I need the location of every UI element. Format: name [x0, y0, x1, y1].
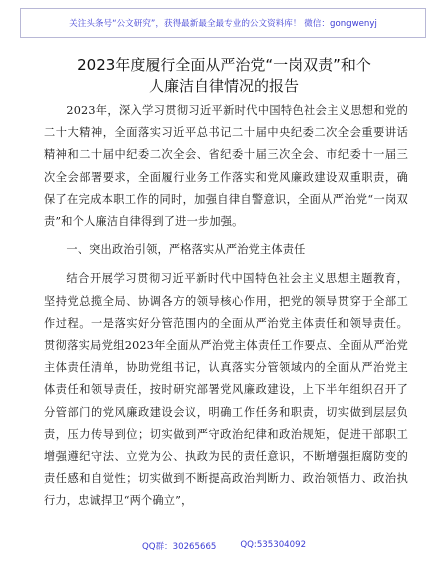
footer-contact — [0, 540, 448, 552]
section-heading: 一、突出政治引领，严格落实从严治党主体责任 — [66, 243, 306, 257]
promo-banner — [20, 8, 426, 38]
qq-group-text: QQ群：30265665 — [141, 542, 217, 552]
promo-banner-text: 关注头条号“公文研究”，获得最新最全最专业的公文资料库！ 微信：gongwenyj — [69, 19, 377, 29]
intro-paragraph: 2023年，深入学习贯彻习近平新时代中国特色社会主义思想和党的二十大精神，全面落实习近平总书记二十届中央纪委二次全会重要讲话精神和二十届中纪委二次全会、省纪委十届三次全会、市纪委十一届三次全会部署要求，全面履行业务工作落实和党风廉政建设双重职责，确保了在完成本职工作的同时，加强自律自警意识，全面从严治党“一岗双责”和个人廉洁自律得到了进一步加强。 — [44, 104, 408, 229]
document-title — [30, 55, 418, 97]
title-line-1: 2023年度履行全面从严治党“一岗双责”和个 — [77, 56, 371, 74]
document-body — [44, 100, 408, 513]
title-line-2: 人廉洁自律情况的报告 — [148, 77, 299, 95]
section-paragraph: 结合开展学习贯彻习近平新时代中国特色社会主义思想主题教育，坚持党总揽全局、协调各方的领导核心作用，把党的领导贯穿于全部工作过程。一是落实好分管范围内的全面从严治党主体责任和领导责任。贯彻落实局党组2023年全面从严治党主体责任工作要点、全面从严治党主体责任清单，协助党组书记，认真落实分管领域内的全面从严治党主体责任和领导责任，按时研究部署党风廉政建设，上下半年组织召开了分管部门的党风廉政建设会议，明确工作任务和职责，切实做到层层负责，压力传导到位；切实做到严守政治纪律和政治规矩，促进干部职工增强遵纪守法、立党为公、执政为民的责任意识，不断增强拒腐防变的责任感和自觉性；切实做到不断提高政治判断力、政治领悟力、政治执行力，忠诚捍卫“两个确立”， — [44, 272, 408, 508]
qq-text: QQ:535304092 — [240, 540, 307, 550]
